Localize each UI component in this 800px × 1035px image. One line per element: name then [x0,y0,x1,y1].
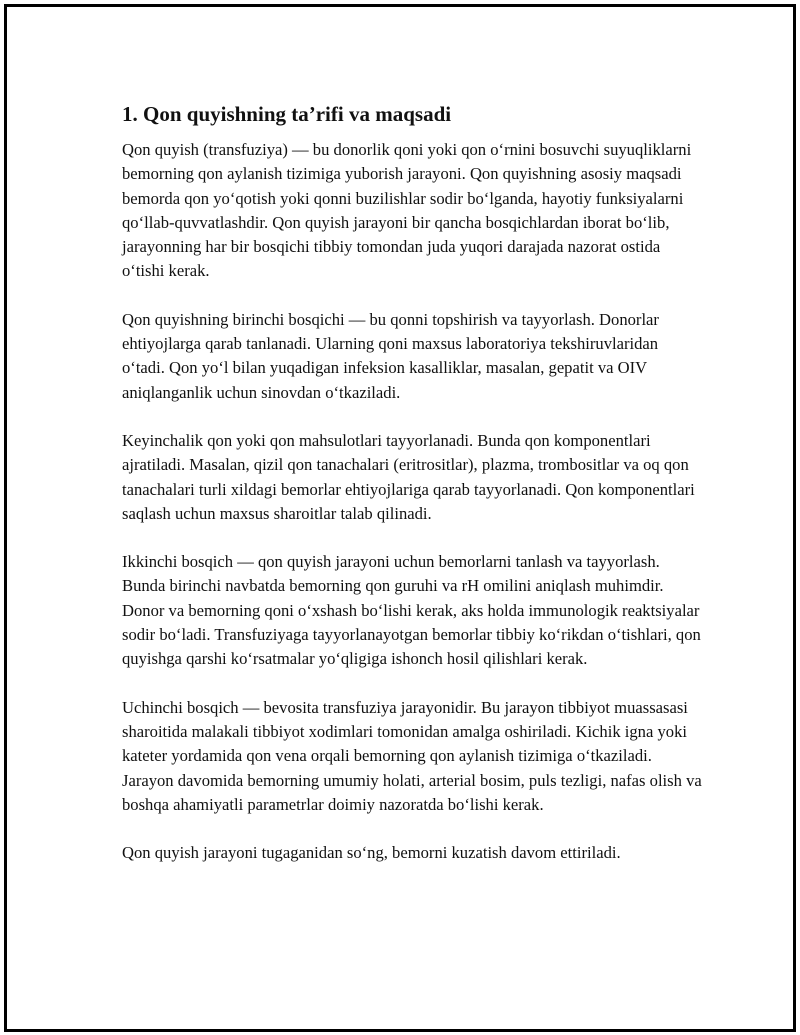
section-heading: 1. Qon quyishning ta’rifi va maqsadi [122,102,452,126]
paragraph-second-stage: Ikkinchi bosqich — qon quyish jarayoni uchun bemorlarni tanlash va tayyorlash. Bunda birinchi navbatda bemorning qon guruhi va rH omilini aniqlash muhimdir. Donor va bemorning qoni o‘xshash bo‘lishi kerak, aks holda immunologik reaktsiyalar sodir bo‘ladi. Transfuziyaga tayyorlanayotgan bemorlar tibbiy ko‘rikdan o‘tishlari, qon quyishga qarshi ko‘rsatmalar yo‘qligiga ishonch hosil qilishlari kerak. [122,552,701,669]
paragraph-components: Keyinchalik qon yoki qon mahsulotlari tayyorlanadi. Bunda qon komponentlari ajratiladi. Masalan, qizil qon tanachalari (eritrositlar), plazma, trombositlar va oq qon tanachalari turli xildagi bemorlar ehtiyojlariga qarab tayyorlanadi. Qon komponentlari saqlash uchun maxsus sharoitlar talab qilinadi. [122,430,695,523]
paragraph-follow-up: Qon quyish jarayoni tugaganidan so‘ng, bemorni kuzatish davom ettiriladi. [122,843,621,863]
paragraph-third-stage: Uchinchi bosqich — bevosita transfuziya jarayonidir. Bu jarayon tibbiyot muassasasi sharoitida malakali tibbiyot xodimlari tomonidan amalga oshiriladi. Kichik igna yoki kateter yordamida qon vena orqali bemorning qon aylanish tizimiga o‘tkaziladi. Jarayon davomida bemorning umumiy holati, arterial bosim, puls tezligi, nafas olish va boshqa ahamiyatli parametrlar doimiy nazoratda bo‘lishi kerak. [122,697,702,814]
document-body [122,100,702,889]
paragraph-definition: Qon quyish (transfuziya) — bu donorlik qoni yoki qon o‘rnini bosuvchi suyuqliklarni bemorning qon aylanish tizimiga yuborish jarayoni. Qon quyishning asosiy maqsadi bemorda qon yo‘qotish yoki qonni buzilishlar sodir bo‘lganda, hayotiy funksiyalarni qo‘llab-quvvatlashdir. Qon quyish jarayoni bir qancha bosqichlardan iborat bo‘lib, jarayonning har bir bosqichi tibbiy tomondan juda yuqori darajada nazorat ostida o‘tishi kerak. [122,140,692,281]
paragraph-first-stage: Qon quyishning birinchi bosqichi — bu qonni topshirish va tayyorlash. Donorlar ehtiyojlarga qarab tanlanadi. Ularning qoni maxsus laboratoriya tekshiruvlaridan o‘tadi. Qon yo‘l bilan yuqadigan infeksion kasalliklar, masalan, gepatit va OIV aniqlanganlik uchun sinovdan o‘tkaziladi. [122,309,659,402]
page-frame [4,4,796,1032]
